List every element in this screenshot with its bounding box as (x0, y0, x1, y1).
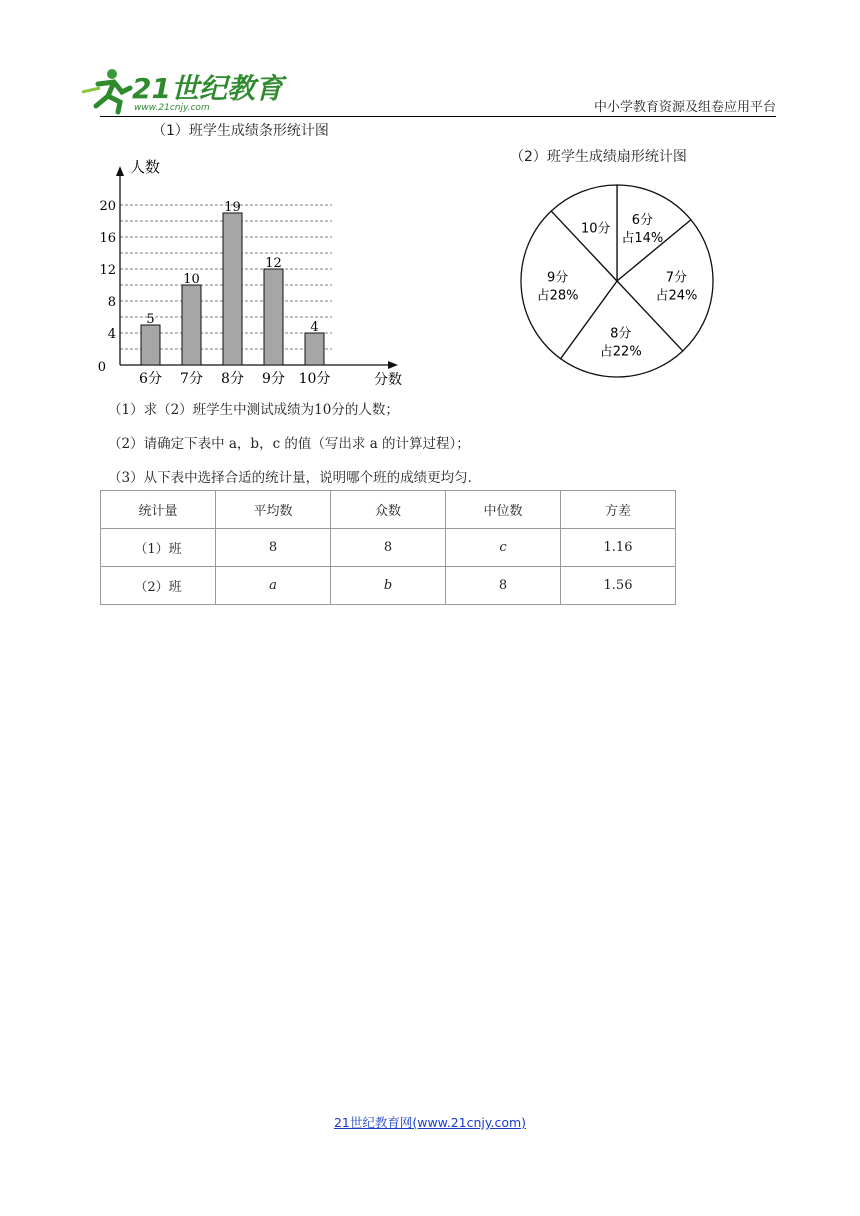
y-tick-label: 12 (99, 263, 116, 278)
pie-slice-label: 8分 (610, 326, 632, 342)
y-axis-label: 人数 (130, 158, 161, 176)
y-tick-label: 16 (99, 231, 116, 246)
x-tick-label: 7分 (180, 371, 203, 387)
table-row (101, 567, 676, 605)
bar (182, 285, 201, 365)
bar-value-label: 4 (310, 320, 319, 335)
bar (264, 269, 283, 365)
question-1: （1）求（2）班学生中测试成绩为10分的人数； (108, 402, 399, 418)
table-cell: （2）班 (101, 567, 216, 605)
platform-title: 中小学教育资源及组卷应用平台 (593, 100, 776, 115)
pie-slice-label: 6分 (631, 213, 653, 229)
footer-link[interactable]: 21世纪教育网(www.21cnjy.com) (333, 1115, 527, 1130)
pie-slice-label: 9分 (546, 270, 569, 286)
bar-chart-caption: （1）班学生成绩条形统计图 (152, 123, 329, 139)
table-header-cell: 中位数 (446, 491, 561, 529)
bar-value-label: 10 (183, 272, 200, 287)
table-cell: b (331, 567, 446, 605)
table-cell: 8 (331, 529, 446, 567)
header-divider (100, 116, 776, 117)
y-tick-label: 4 (107, 327, 116, 342)
pie-slice-percent: 占28% (536, 288, 579, 304)
x-axis-arrow-icon (388, 361, 398, 369)
table-cell: c (446, 529, 561, 567)
table-header-row (101, 491, 676, 529)
table-header-cell: 众数 (331, 491, 446, 529)
runner-icon (82, 69, 130, 112)
pie-slice-percent: 占14% (621, 231, 664, 247)
bar-chart (96, 150, 416, 395)
logo-text: 21世纪教育 (132, 72, 283, 105)
pie-slice-label: 7分 (665, 270, 688, 286)
table-cell: a (216, 567, 331, 605)
question-2: （2）请确定下表中 a，b，c 的值（写出求 a 的计算过程）； (108, 436, 470, 452)
y-axis-arrow-icon (116, 166, 124, 176)
pie-slice-percent: 占24% (655, 288, 698, 304)
table-header-cell: 统计量 (101, 491, 216, 529)
table-cell: （1）班 (101, 529, 216, 567)
bar (141, 325, 160, 365)
brand-logo (78, 66, 283, 114)
x-tick-label: 6分 (139, 371, 162, 387)
bar-value-label: 5 (146, 312, 155, 327)
x-tick-label: 9分 (262, 371, 285, 387)
table-header-cell: 方差 (561, 491, 676, 529)
x-axis-label: 分数 (374, 372, 402, 388)
table-header-cell: 平均数 (216, 491, 331, 529)
table-cell: 1.56 (561, 567, 676, 605)
table-cell: 8 (446, 567, 561, 605)
table-cell: 8 (216, 529, 331, 567)
question-3: （3）从下表中选择合适的统计量，说明哪个班的成绩更均匀． (108, 470, 482, 486)
pie-slice-label: 10分 (581, 221, 611, 237)
bar-value-label: 12 (265, 256, 282, 271)
x-tick-label: 8分 (221, 371, 244, 387)
pie-slice-percent: 占22% (599, 344, 642, 360)
pie-chart-caption: （2）班学生成绩扇形统计图 (510, 149, 687, 165)
table-row (101, 529, 676, 567)
logo-url-text: www.21cnjy.com (134, 103, 210, 113)
bar-value-label: 19 (224, 200, 241, 215)
table-cell: 1.16 (561, 529, 676, 567)
y-tick-label: 8 (107, 295, 116, 310)
bar (305, 333, 324, 365)
y-tick-label: 0 (97, 360, 106, 375)
statistics-table (100, 490, 676, 605)
bar (223, 213, 242, 365)
x-tick-label: 10分 (298, 371, 331, 387)
y-tick-label: 20 (99, 199, 116, 214)
pie-chart (510, 174, 725, 389)
